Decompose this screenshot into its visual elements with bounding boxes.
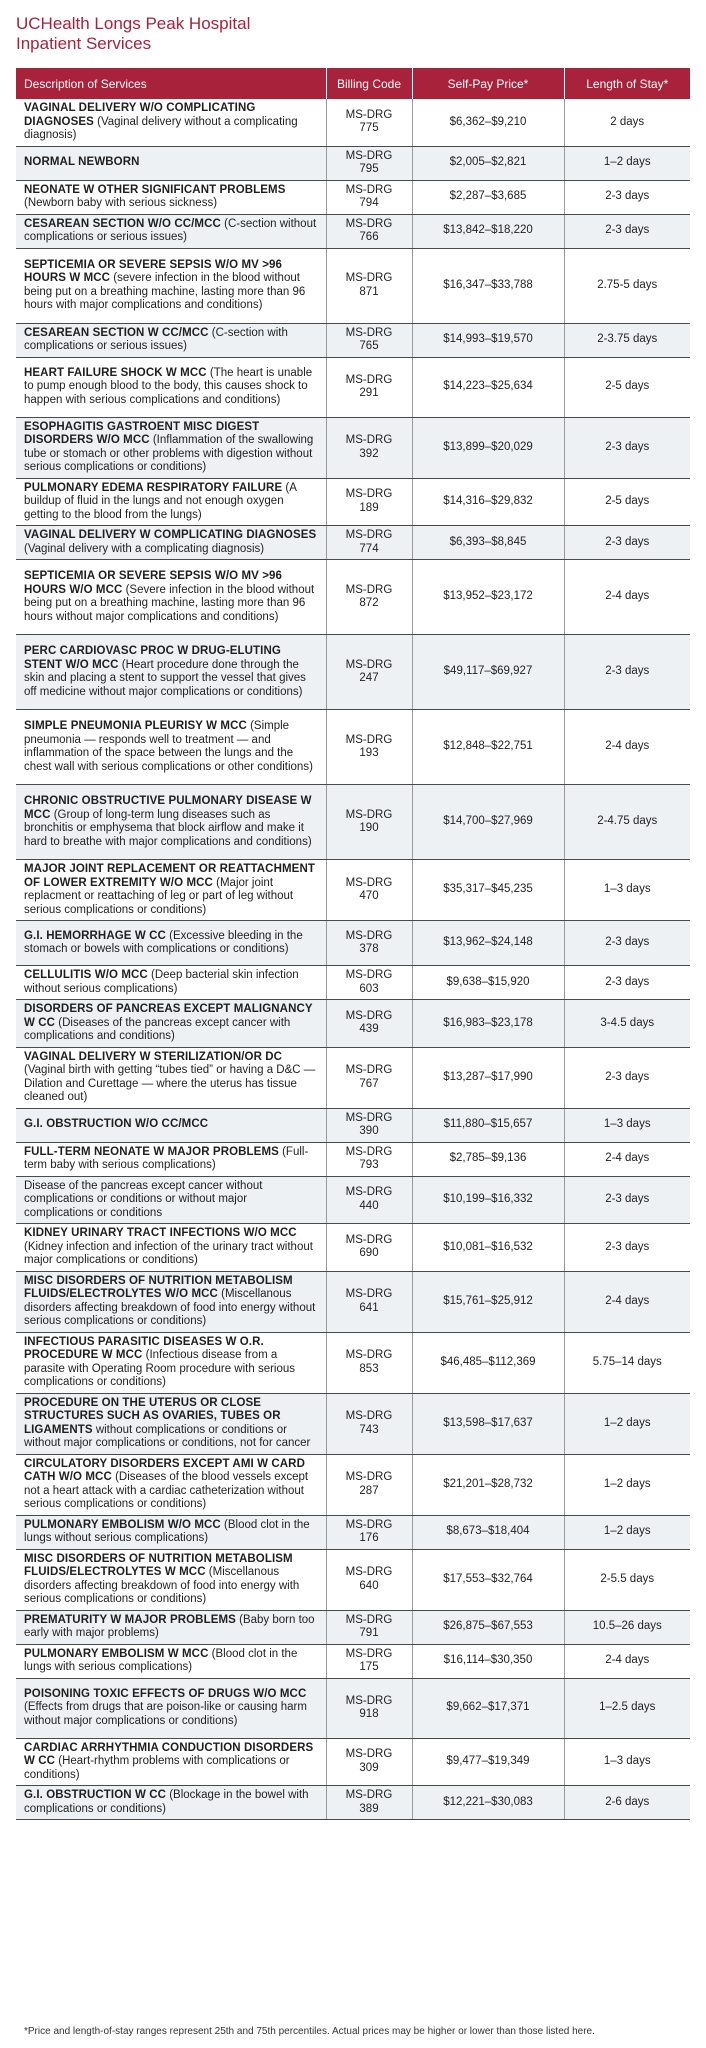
service-title: MISC DISORDERS OF NUTRITION METABOLISM FLUIDS/ELECTROLYTES W/O MCC xyxy=(24,1274,293,1300)
table-row xyxy=(16,635,690,710)
length-of-stay: 1–2 days xyxy=(564,1393,690,1454)
service-description xyxy=(16,526,326,560)
self-pay-price: $2,785–$9,136 xyxy=(412,1142,564,1176)
table-row xyxy=(16,1610,690,1644)
service-note: (Miscellanous disorders affecting breakdown of food into energy with serious complications or conditions) xyxy=(24,1566,300,1605)
billing-code: MS-DRG 470 xyxy=(326,860,412,921)
service-description xyxy=(16,146,326,180)
billing-code: MS-DRG 439 xyxy=(326,1000,412,1048)
service-title: G.I. HEMORRHAGE W CC xyxy=(24,929,166,942)
service-title: PERC CARDIOVASC PROC W DRUG-ELUTING STENT W/O MCC xyxy=(24,645,281,671)
length-of-stay: 1–3 days xyxy=(564,860,690,921)
service-note: (Inflammation of the swallowing tube or stomach or other problems with digestion without serious complications or conditions) xyxy=(24,434,314,473)
table-row xyxy=(16,1644,690,1678)
table-row xyxy=(16,357,690,417)
billing-code: MS-DRG 775 xyxy=(326,99,412,146)
billing-code: MS-DRG 291 xyxy=(326,357,412,417)
service-title: VAGINAL DELIVERY W/O COMPLICATING DIAGNOSES xyxy=(24,102,256,128)
service-note: (Effects from drugs that are poison-like or causing harm without major complications or conditions) xyxy=(24,1701,307,1727)
self-pay-price: $12,848–$22,751 xyxy=(412,710,564,785)
self-pay-price: $16,983–$23,178 xyxy=(412,1000,564,1048)
self-pay-price: $13,952–$23,172 xyxy=(412,560,564,635)
billing-code: MS-DRG 390 xyxy=(326,1108,412,1142)
service-title: CESAREAN SECTION W/O CC/MCC xyxy=(24,217,221,230)
service-description xyxy=(16,1142,326,1176)
service-title: VAGINAL DELIVERY W STERILIZATION/OR DC xyxy=(24,1050,283,1063)
length-of-stay: 2-3 days xyxy=(564,1176,690,1224)
self-pay-price: $13,899–$20,029 xyxy=(412,417,564,478)
service-description xyxy=(16,860,326,921)
service-note: (Deep bacterial skin infection without serious complications) xyxy=(24,969,299,995)
self-pay-price: $14,700–$27,969 xyxy=(412,785,564,860)
service-note: (Simple pneumonia — responds well to treatment — and inflammation of the space between the lungs and the chest wall with serious complications or other conditions) xyxy=(24,720,313,773)
self-pay-price: $11,880–$15,657 xyxy=(412,1108,564,1142)
length-of-stay: 2-5.5 days xyxy=(564,1549,690,1610)
table-row xyxy=(16,1224,690,1272)
self-pay-price: $16,347–$33,788 xyxy=(412,248,564,323)
service-title: MISC DISORDERS OF NUTRITION METABOLISM FLUIDS/ELECTROLYTES W MCC xyxy=(24,1552,293,1578)
service-note: (Major joint replacment or reattaching of leg or part of leg without serious complications or conditions) xyxy=(24,876,294,916)
self-pay-price: $35,317–$45,235 xyxy=(412,860,564,921)
billing-code: MS-DRG 774 xyxy=(326,526,412,560)
self-pay-price: $10,199–$16,332 xyxy=(412,1176,564,1224)
length-of-stay: 5.75–14 days xyxy=(564,1332,690,1393)
table-row xyxy=(16,1515,690,1549)
table-row xyxy=(16,323,690,357)
length-of-stay: 2-3 days xyxy=(564,526,690,560)
self-pay-price: $21,201–$28,732 xyxy=(412,1454,564,1515)
billing-code: MS-DRG 189 xyxy=(326,478,412,526)
service-title: ESOPHAGITIS GASTROENT MISC DIGEST DISORDERS W/O MCC xyxy=(24,420,260,446)
table-row xyxy=(16,1393,690,1454)
service-note: (Blood clot in the lungs without serious complications) xyxy=(24,1518,310,1544)
billing-code: MS-DRG 765 xyxy=(326,323,412,357)
service-note: (Vaginal birth with getting “tubes tied” or having a D&C — Dilation and Curettage — where the uterus has tissue cleaned out) xyxy=(24,1064,316,1103)
table-row xyxy=(16,1454,690,1515)
table-row xyxy=(16,1549,690,1610)
service-title: FULL-TERM NEONATE W MAJOR PROBLEMS xyxy=(24,1145,279,1158)
self-pay-price: $2,287–$3,685 xyxy=(412,180,564,214)
length-of-stay: 2-3 days xyxy=(564,1224,690,1272)
service-title: CIRCULATORY DISORDERS EXCEPT AMI W CARD CATH W/O MCC xyxy=(24,1457,305,1483)
self-pay-price: $14,993–$19,570 xyxy=(412,323,564,357)
service-title: SEPTICEMIA OR SEVERE SEPSIS W/O MV >96 HOURS W/O MCC xyxy=(24,570,283,596)
service-description xyxy=(16,1000,326,1048)
service-description xyxy=(16,323,326,357)
service-title: SIMPLE PNEUMONIA PLEURISY W MCC xyxy=(24,720,247,732)
billing-code: MS-DRG 389 xyxy=(326,1786,412,1820)
self-pay-price: $13,287–$17,990 xyxy=(412,1047,564,1108)
length-of-stay: 2-5 days xyxy=(564,357,690,417)
table-row xyxy=(16,921,690,966)
service-title: MAJOR JOINT REPLACEMENT OR REATTACHMENT OF LOWER EXTREMITY W/O MCC xyxy=(24,863,315,889)
billing-code: MS-DRG 853 xyxy=(326,1332,412,1393)
service-description xyxy=(16,1176,326,1224)
service-note: (Blockage in the bowel with complications or conditions) xyxy=(24,1789,309,1815)
billing-code: MS-DRG 190 xyxy=(326,785,412,860)
service-title: PULMONARY EDEMA RESPIRATORY FAILURE xyxy=(24,481,283,494)
self-pay-price: $9,662–$17,371 xyxy=(412,1678,564,1738)
length-of-stay: 1–2 days xyxy=(564,1515,690,1549)
service-description xyxy=(16,1332,326,1393)
billing-code: MS-DRG 392 xyxy=(326,417,412,478)
service-note: (A buildup of fluid in the lungs and not enough oxygen getting to the blood from the lungs) xyxy=(24,481,297,521)
table-row xyxy=(16,1108,690,1142)
service-note: (Full-term baby with serious complications) xyxy=(24,1145,309,1171)
service-description xyxy=(16,921,326,966)
self-pay-price: $15,761–$25,912 xyxy=(412,1271,564,1332)
length-of-stay: 2-3.75 days xyxy=(564,323,690,357)
self-pay-price: $13,842–$18,220 xyxy=(412,214,564,248)
length-of-stay: 1–3 days xyxy=(564,1738,690,1786)
billing-code: MS-DRG 767 xyxy=(326,1047,412,1108)
self-pay-price: $13,598–$17,637 xyxy=(412,1393,564,1454)
length-of-stay: 2-4 days xyxy=(564,1271,690,1332)
service-title: PROCEDURE ON THE UTERUS OR CLOSE STRUCTURES SUCH AS OVARIES, TUBES OR LIGAMENTS xyxy=(24,1396,281,1436)
table-row xyxy=(16,1271,690,1332)
length-of-stay: 1–3 days xyxy=(564,1108,690,1142)
billing-code: MS-DRG 690 xyxy=(326,1224,412,1272)
service-title: KIDNEY URINARY TRACT INFECTIONS W/O MCC xyxy=(24,1227,297,1239)
document-header xyxy=(16,14,250,54)
billing-code: MS-DRG 641 xyxy=(326,1271,412,1332)
length-of-stay: 2-4 days xyxy=(564,560,690,635)
service-title: NEONATE W OTHER SIGNIFICANT PROBLEMS xyxy=(24,183,286,196)
service-description xyxy=(16,1738,326,1786)
service-description xyxy=(16,1271,326,1332)
length-of-stay: 1–2.5 days xyxy=(564,1678,690,1738)
self-pay-price: $6,393–$8,845 xyxy=(412,526,564,560)
service-description xyxy=(16,1047,326,1108)
column-header-stay: Length of Stay* xyxy=(564,68,690,99)
service-description xyxy=(16,99,326,146)
service-note: (C-section with complications or serious issues) xyxy=(24,326,288,352)
service-description xyxy=(16,710,326,785)
service-note: (Heart-rhythm problems with complications or conditions) xyxy=(24,1755,290,1781)
self-pay-price: $10,081–$16,532 xyxy=(412,1224,564,1272)
service-description xyxy=(16,1549,326,1610)
service-note: (Severe infection in the blood without being put on a breathing machine, lasting more than 96 hours without major complications and conditions) xyxy=(24,583,315,623)
column-header-description: Description of Services xyxy=(16,68,326,99)
length-of-stay: 2-3 days xyxy=(564,417,690,478)
billing-code: MS-DRG 743 xyxy=(326,1393,412,1454)
column-header-price: Self-Pay Price* xyxy=(412,68,564,99)
service-title: DISORDERS OF PANCREAS EXCEPT MALIGNANCY W CC xyxy=(24,1003,313,1029)
service-description xyxy=(16,635,326,710)
length-of-stay: 2-3 days xyxy=(564,966,690,1000)
billing-code: MS-DRG 872 xyxy=(326,560,412,635)
service-note: (Excessive bleeding in the stomach or bowels with complications or conditions) xyxy=(24,929,303,955)
table-row xyxy=(16,180,690,214)
table-header-row xyxy=(16,68,690,99)
billing-code: MS-DRG 193 xyxy=(326,710,412,785)
table-row xyxy=(16,785,690,860)
length-of-stay: 2-3 days xyxy=(564,921,690,966)
service-title: INFECTIOUS PARASITIC DISEASES W O.R. PROCEDURE W MCC xyxy=(24,1335,264,1361)
table-row xyxy=(16,1176,690,1224)
self-pay-price: $8,673–$18,404 xyxy=(412,1515,564,1549)
self-pay-price: $9,477–$19,349 xyxy=(412,1738,564,1786)
service-title: HEART FAILURE SHOCK W MCC xyxy=(24,366,207,379)
length-of-stay: 2.75-5 days xyxy=(564,248,690,323)
length-of-stay: 1–2 days xyxy=(564,146,690,180)
service-note: (Miscellanous disorders affecting breakdown of food into energy without serious complications or conditions) xyxy=(24,1288,316,1327)
length-of-stay: 2-4 days xyxy=(564,710,690,785)
length-of-stay: 2-6 days xyxy=(564,1786,690,1820)
service-description xyxy=(16,180,326,214)
service-description xyxy=(16,1610,326,1644)
service-title: G.I. OBSTRUCTION W/O CC/MCC xyxy=(24,1118,209,1131)
billing-code: MS-DRG 793 xyxy=(326,1142,412,1176)
billing-code: MS-DRG 378 xyxy=(326,921,412,966)
length-of-stay: 10.5–26 days xyxy=(564,1610,690,1644)
billing-code: MS-DRG 175 xyxy=(326,1644,412,1678)
service-note: (Group of long-term lung diseases such as bronchitis or emphysema that block airflow and make it hard to breathe with major complications and conditions) xyxy=(24,808,312,848)
self-pay-price: $17,553–$32,764 xyxy=(412,1549,564,1610)
service-note: (Vaginal delivery with a complicating diagnosis) xyxy=(24,542,265,555)
billing-code: MS-DRG 440 xyxy=(326,1176,412,1224)
length-of-stay: 2-3 days xyxy=(564,214,690,248)
table-row xyxy=(16,526,690,560)
billing-code: MS-DRG 794 xyxy=(326,180,412,214)
self-pay-price: $26,875–$67,553 xyxy=(412,1610,564,1644)
service-note: (The heart is unable to pump enough blood to the body, this causes shock to happen with serious complications and conditions) xyxy=(24,366,313,406)
service-title: G.I. OBSTRUCTION W CC xyxy=(24,1789,167,1801)
self-pay-price: $16,114–$30,350 xyxy=(412,1644,564,1678)
page-title: Inpatient Services xyxy=(16,34,152,53)
table-row xyxy=(16,417,690,478)
length-of-stay: 3-4.5 days xyxy=(564,1000,690,1048)
self-pay-price: $12,221–$30,083 xyxy=(412,1786,564,1820)
service-note: (C-section without complications or serious issues) xyxy=(24,217,317,243)
table-row xyxy=(16,1332,690,1393)
billing-code: MS-DRG 176 xyxy=(326,1515,412,1549)
service-description xyxy=(16,1786,326,1820)
service-title: CELLULITIS W/O MCC xyxy=(24,969,148,981)
service-note: (Infectious disease from a parasite with Operating Room procedure with serious complications or conditions) xyxy=(24,1349,296,1388)
self-pay-price: $14,223–$25,634 xyxy=(412,357,564,417)
service-title: VAGINAL DELIVERY W COMPLICATING DIAGNOSES xyxy=(24,529,317,541)
service-note: without complications or conditions or without major complications or conditions, not for cancer xyxy=(24,1423,311,1449)
service-title: CHRONIC OBSTRUCTIVE PULMONARY DISEASE W MCC xyxy=(24,795,312,821)
length-of-stay: 1–2 days xyxy=(564,1454,690,1515)
service-title: SEPTICEMIA OR SEVERE SEPSIS W/O MV >96 HOURS W MCC xyxy=(24,258,283,284)
service-description xyxy=(16,1393,326,1454)
length-of-stay: 2-4 days xyxy=(564,1142,690,1176)
service-description xyxy=(16,1515,326,1549)
table-row xyxy=(16,146,690,180)
length-of-stay: 2-4.75 days xyxy=(564,785,690,860)
table-row xyxy=(16,560,690,635)
service-description xyxy=(16,1454,326,1515)
service-title: PULMONARY EMBOLISM W/O MCC xyxy=(24,1518,221,1531)
service-description xyxy=(16,1108,326,1142)
self-pay-price: $9,638–$15,920 xyxy=(412,966,564,1000)
self-pay-price: $2,005–$2,821 xyxy=(412,146,564,180)
self-pay-price: $14,316–$29,832 xyxy=(412,478,564,526)
service-description xyxy=(16,1678,326,1738)
service-note: (Baby born too early with major problems) xyxy=(24,1613,315,1639)
service-note: (severe infection in the blood without being put on a breathing machine, lasting more than 96 hours with major complications and conditions) xyxy=(24,272,306,311)
service-description xyxy=(16,478,326,526)
table-row xyxy=(16,710,690,785)
table-row xyxy=(16,99,690,146)
service-title: NORMAL NEWBORN xyxy=(24,156,140,169)
service-note: (Diseases of the blood vessels except not a heart attack with a cardiac catheterization without serious complications or conditions) xyxy=(24,1471,309,1510)
service-title: CESAREAN SECTION W CC/MCC xyxy=(24,326,209,339)
self-pay-price: $6,362–$9,210 xyxy=(412,99,564,146)
billing-code: MS-DRG 766 xyxy=(326,214,412,248)
table-row xyxy=(16,1047,690,1108)
service-description xyxy=(16,248,326,323)
service-description xyxy=(16,560,326,635)
service-description xyxy=(16,357,326,417)
table-row xyxy=(16,860,690,921)
table-row xyxy=(16,1142,690,1176)
table-row xyxy=(16,1000,690,1048)
table-row xyxy=(16,1738,690,1786)
table-row xyxy=(16,248,690,323)
length-of-stay: 2-3 days xyxy=(564,180,690,214)
table-row xyxy=(16,214,690,248)
service-description xyxy=(16,214,326,248)
length-of-stay: 2 days xyxy=(564,99,690,146)
service-note: (Newborn baby with serious sickness) xyxy=(24,197,218,209)
service-title: CARDIAC ARRHYTHMIA CONDUCTION DISORDERS W CC xyxy=(24,1741,314,1767)
table-row xyxy=(16,966,690,1000)
service-description xyxy=(16,966,326,1000)
footnote: *Price and length-of-stay ranges represent 25th and 75th percentiles. Actual prices may be higher or lower than those listed here. xyxy=(24,2026,595,2037)
service-description xyxy=(16,785,326,860)
billing-code: MS-DRG 918 xyxy=(326,1678,412,1738)
service-note: (Heart procedure done through the skin and placing a stent to support the vessel that gives off medicine without major complications or conditions) xyxy=(24,658,306,698)
service-note: Disease of the pancreas except cancer without complications or conditions or without major complications or conditions xyxy=(24,1179,263,1219)
service-title: PULMONARY EMBOLISM W MCC xyxy=(24,1647,209,1660)
billing-code: MS-DRG 795 xyxy=(326,146,412,180)
services-table xyxy=(16,68,690,1820)
self-pay-price: $13,962–$24,148 xyxy=(412,921,564,966)
hospital-name: UCHealth Longs Peak Hospital xyxy=(16,14,251,33)
length-of-stay: 2-3 days xyxy=(564,635,690,710)
service-note: (Kidney infection and infection of the urinary tract without major complications or conditions) xyxy=(24,1240,313,1266)
service-note: (Vaginal delivery without a complicating diagnosis) xyxy=(24,115,298,141)
length-of-stay: 2-3 days xyxy=(564,1047,690,1108)
table-row xyxy=(16,1786,690,1820)
service-description xyxy=(16,1644,326,1678)
billing-code: MS-DRG 640 xyxy=(326,1549,412,1610)
length-of-stay: 2-5 days xyxy=(564,478,690,526)
service-description xyxy=(16,1224,326,1272)
billing-code: MS-DRG 247 xyxy=(326,635,412,710)
billing-code: MS-DRG 791 xyxy=(326,1610,412,1644)
self-pay-price: $46,485–$112,369 xyxy=(412,1332,564,1393)
table-row xyxy=(16,478,690,526)
table-row xyxy=(16,1678,690,1738)
column-header-billing-code: Billing Code xyxy=(326,68,412,99)
billing-code: MS-DRG 871 xyxy=(326,248,412,323)
service-title: PREMATURITY W MAJOR PROBLEMS xyxy=(24,1613,236,1626)
service-note: (Diseases of the pancreas except cancer with complications and conditions) xyxy=(24,1016,291,1042)
length-of-stay: 2-4 days xyxy=(564,1644,690,1678)
service-description xyxy=(16,417,326,478)
service-note: (Blood clot in the lungs with serious complications) xyxy=(24,1647,298,1673)
service-title: POISONING TOXIC EFFECTS OF DRUGS W/O MCC xyxy=(24,1687,307,1700)
billing-code: MS-DRG 309 xyxy=(326,1738,412,1786)
billing-code: MS-DRG 603 xyxy=(326,966,412,1000)
self-pay-price: $49,117–$69,927 xyxy=(412,635,564,710)
billing-code: MS-DRG 287 xyxy=(326,1454,412,1515)
